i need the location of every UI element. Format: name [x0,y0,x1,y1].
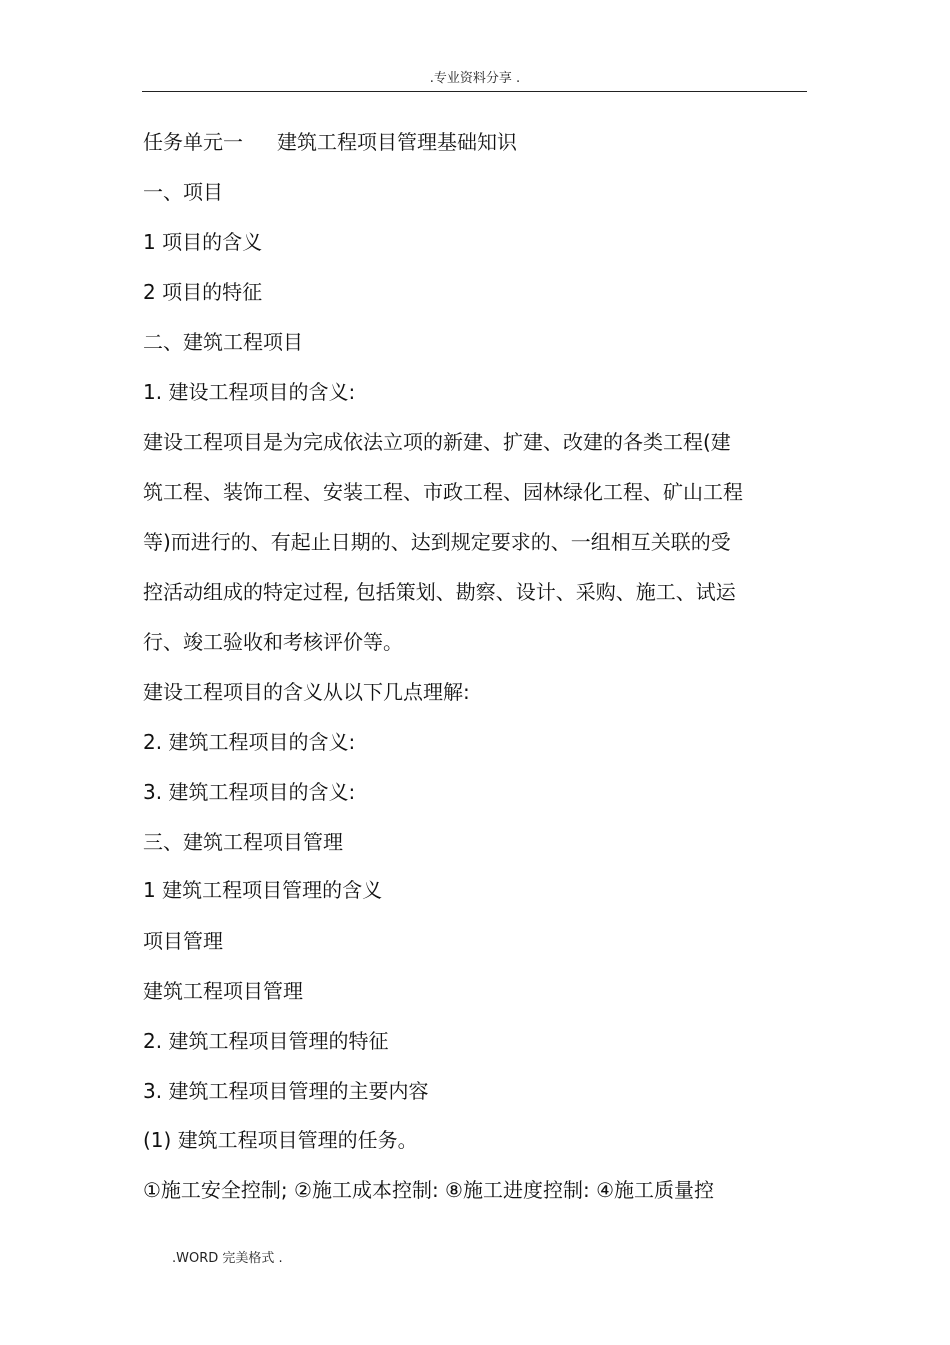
section-heading-building-project: 二、建筑工程项目 [143,330,303,354]
text-line: 建筑工程项目管理 [143,979,303,1003]
subheading-item-2: 2. 建筑工程项目的含义: [143,730,356,754]
page-footer: .WORD 完美格式 . [172,1251,283,1266]
subheading-construction-project-meaning: 1. 建设工程项目的含义: [143,380,356,404]
title-unit: 任务单元一 [143,130,243,154]
section-heading-project-management: 三、建筑工程项目管理 [143,830,343,854]
header-divider [142,91,807,92]
title-topic: 建筑工程项目管理基础知识 [277,130,517,154]
document-title [143,129,517,155]
subheading-item-3: 3. 建筑工程项目的含义: [143,780,356,804]
paragraph-line: 等)而进行的、有起止日期的、达到规定要求的、一组相互关联的受 [143,530,731,554]
subheading-project-meaning: 1 项目的含义 [143,230,263,254]
paragraph-line: 建设工程项目是为完成依法立项的新建、扩建、改建的各类工程(建 [143,430,731,454]
text-line: 项目管理 [143,929,223,953]
subheading-management-content: 3. 建筑工程项目管理的主要内容 [143,1079,429,1103]
page-header: .专业资料分享 . [429,71,521,86]
subheading-project-features: 2 项目的特征 [143,280,263,304]
paragraph-line: 筑工程、装饰工程、安装工程、市政工程、园林绿化工程、矿山工程 [143,480,743,504]
subheading-management-features: 2. 建筑工程项目管理的特征 [143,1029,389,1053]
paragraph-line: 控活动组成的特定过程, 包括策划、勘察、设计、采购、施工、试运 [143,580,736,604]
section-heading-project: 一、项目 [143,180,223,204]
paragraph-line: 行、竣工验收和考核评价等。 [143,630,403,654]
task-list-line: ①施工安全控制; ②施工成本控制: ⑧施工进度控制: ④施工质量控 [143,1178,715,1202]
text-line: 建设工程项目的含义从以下几点理解: [143,680,470,704]
subheading-management-meaning: 1 建筑工程项目管理的含义 [143,878,383,902]
subheading-management-tasks: (1) 建筑工程项目管理的任务。 [143,1128,418,1152]
